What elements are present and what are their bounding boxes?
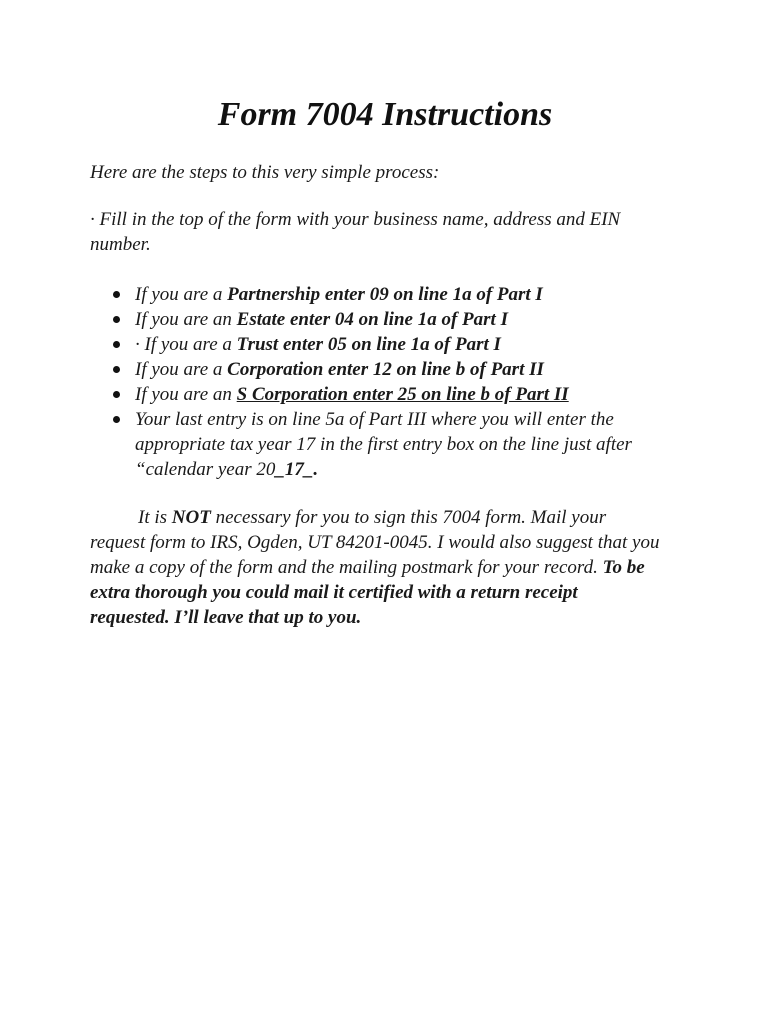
step-marker: · — [90, 209, 95, 230]
bullet-dot-icon — [113, 341, 120, 348]
instruction-list — [112, 282, 692, 482]
list-item-prefix: If you are an — [135, 384, 237, 405]
list-item-bold: Trust enter 05 on line 1a of Part I — [236, 334, 501, 355]
list-item-trust — [112, 332, 692, 357]
list-item-bold: Corporation enter 12 on line b of Part II — [227, 359, 544, 380]
list-item-corporation — [112, 357, 692, 382]
bullet-dot-icon — [113, 416, 120, 423]
list-item-prefix: Your last entry is on line 5a of Part III where you will enter the appropriate tax year 17 in the first entry box on the line just after “calendar year 20 — [135, 409, 632, 480]
list-item-prefix: · If you are a — [135, 334, 237, 355]
list-item-bold-underlined: S Corporation enter 25 on line b of Part II — [236, 384, 569, 405]
closing-body: necessary for you to sign this 7004 form. Mail your request form to IRS, Ogden, UT 84201-0045. I would also suggest that you make a copy of the form and the mailing postmark for your record. — [90, 507, 660, 578]
step-text: Fill in the top of the form with your business name, address and EIN number. — [90, 209, 621, 255]
list-item-prefix: If you are a — [135, 359, 228, 380]
list-item-prefix: If you are an — [135, 309, 237, 330]
step-paragraph — [90, 207, 650, 257]
list-item-bold: Partnership enter 09 on line 1a of Part I — [227, 284, 543, 305]
list-item-estate — [112, 307, 692, 332]
list-item-prefix: If you are a — [135, 284, 228, 305]
bullet-dot-icon — [113, 366, 120, 373]
page-title: Form 7004 Instructions — [217, 96, 553, 133]
bullet-dot-icon — [113, 391, 120, 398]
list-item-bold: Estate enter 04 on line 1a of Part I — [236, 309, 508, 330]
closing-lead: It is — [138, 507, 172, 528]
closing-paragraph — [90, 505, 660, 630]
list-item-partnership — [112, 282, 692, 307]
closing-bold-tail: To be extra thorough you could mail it certified with a return receipt requested. I’ll leave that up to you. — [90, 557, 645, 628]
list-item-bold: _17_. — [275, 459, 319, 480]
list-item-s-corporation — [112, 382, 692, 407]
intro-text: Here are the steps to this very simple process: — [90, 162, 440, 183]
closing-not: NOT — [171, 507, 211, 528]
bullet-dot-icon — [113, 291, 120, 298]
list-item-last-entry — [112, 407, 675, 482]
bullet-dot-icon — [113, 316, 120, 323]
